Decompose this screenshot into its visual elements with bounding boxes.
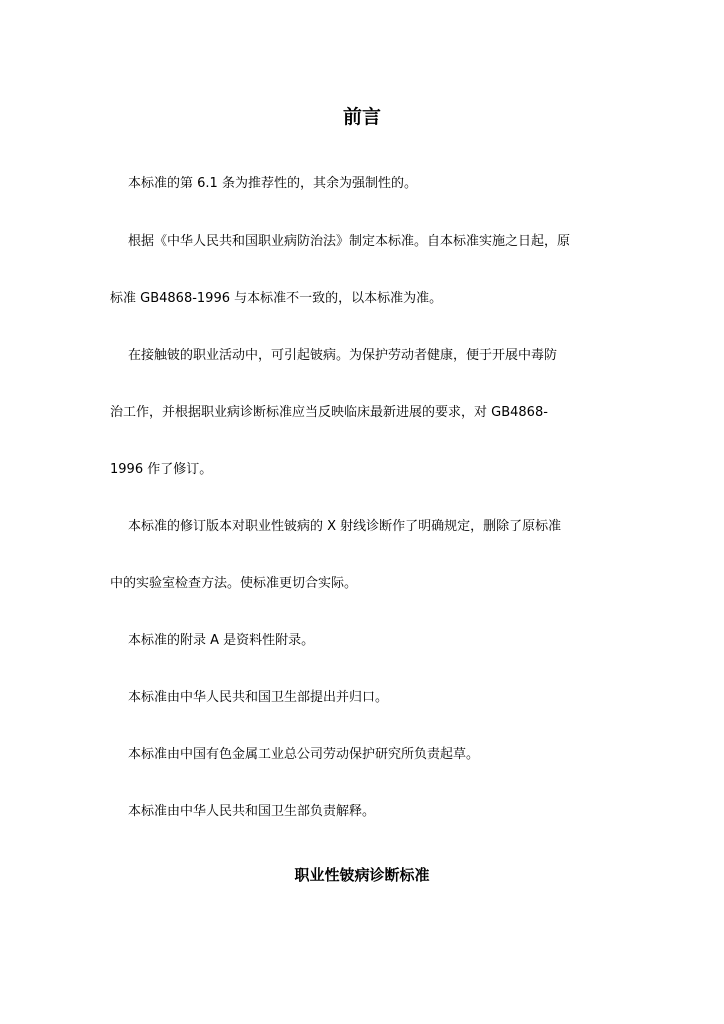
paragraph-1-line-1: 本标准的第 6.1 条为推荐性的，其余为强制性的。 (128, 176, 417, 191)
paragraph-2-line-2: 标准 GB4868-1996 与本标准不一致的，以本标准为准。 (110, 291, 443, 306)
paragraph-4-line-1: 本标准的修订版本对职业性铍病的 X 射线诊断作了明确规定，删除了原标准 (128, 519, 562, 534)
paragraph-8-line-1: 本标准由中华人民共和国卫生部负责解释。 (128, 804, 376, 819)
page-title: 前言 (342, 106, 381, 128)
paragraph-4-line-2: 中的实验室检查方法。使标准更切合实际。 (110, 576, 358, 591)
paragraph-3-line-3: 1996 作了修订。 (110, 462, 213, 477)
paragraph-5-line-1: 本标准的附录 A 是资料性附录。 (128, 633, 315, 648)
section-heading: 职业性铍病诊断标准 (294, 866, 430, 884)
paragraph-6-line-1: 本标准由中华人民共和国卫生部提出并归口。 (128, 690, 389, 705)
paragraph-2-line-1: 根据《中华人民共和国职业病防治法》制定本标准。自本标准实施之日起，原 (128, 234, 571, 249)
paragraph-3-line-1: 在接触铍的职业活动中，可引起铍病。为保护劳动者健康，便于开展中毒防 (128, 348, 558, 363)
paragraph-3-line-2: 治工作，并根据职业病诊断标准应当反映临床最新进展的要求，对 GB4868- (110, 405, 548, 420)
paragraph-7-line-1: 本标准由中国有色金属工业总公司劳动保护研究所负责起草。 (128, 747, 480, 762)
